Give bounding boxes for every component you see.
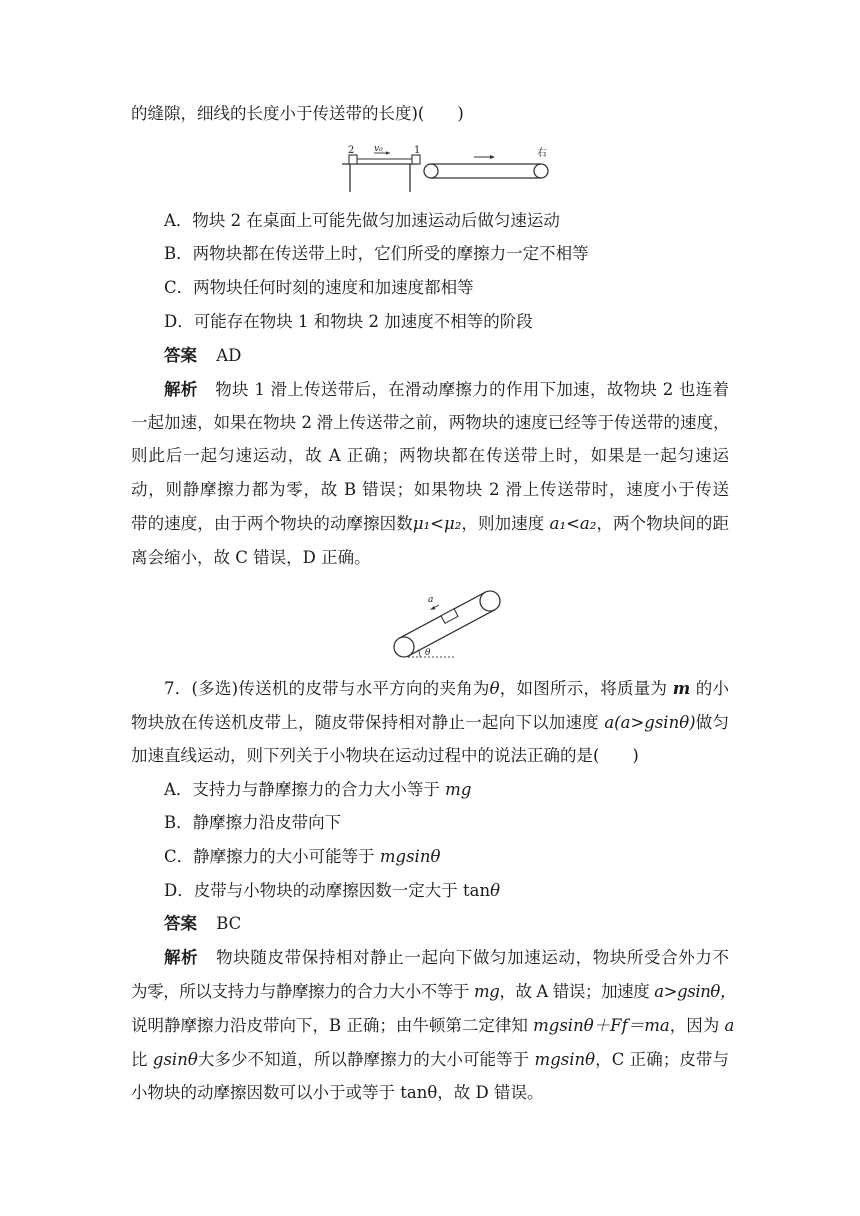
q7-analysis-line-5: 小物块的动摩擦因数可以小于或等于 tanθ，故 D 错误。 <box>131 1083 544 1102</box>
q6-analysis-label: 解析 <box>164 380 198 399</box>
mu-relation: μ₁<μ₂ <box>412 514 462 533</box>
q6-option-b: B．两物块都在传送带上时，它们所受的摩擦力一定不相等 <box>164 244 589 263</box>
q6-answer-label: 答案 <box>164 346 197 365</box>
q6-analysis-line-4: 动，则静摩擦力都为零，故 B 错误；如果物块 2 滑上传送带时，速度小于传送 <box>131 480 729 499</box>
q6-analysis-line-5: 带的速度，由于两个物块的动摩擦因数μ₁<μ₂，则加速度 a₁<a₂，两个物块间的距 <box>131 514 729 533</box>
q6-analysis-line-6: 离会缩小，故 C 错误，D 正确。 <box>131 548 371 567</box>
q7-analysis-line-2: 为零，所以支持力与静摩擦力的合力大小不等于 mg，故 A 错误；加速度 a>gsinθ， <box>131 982 737 1001</box>
q7-stem-line-1: 7．(多选)传送机的皮带与水平方向的夹角为θ，如图所示，将质量为 m 的小 <box>164 679 729 698</box>
question-stem-tail: 的缝隙，细线的长度小于传送带的长度)( ) <box>131 104 464 123</box>
a-relation: a₁<a₂ <box>549 514 597 533</box>
inclined-conveyor-figure <box>390 585 510 665</box>
q7-answer-value: BC <box>216 914 242 933</box>
q7-analysis-line-1: 解析 物块随皮带保持相对静止一起向下做匀加速运动，物块所受合外力不 <box>164 948 730 967</box>
q7-answer <box>164 913 762 935</box>
q7-analysis-label: 解析 <box>164 948 199 967</box>
q7-stem-line-3: 加速直线运动，则下列关于小物块在运动过程中的说法正确的是( ) <box>131 746 639 765</box>
label-v0: v₀ <box>374 144 383 154</box>
q7-analysis-line-4: 比 gsinθ大多少不知道，所以静摩擦力的大小可能等于 mgsinθ，C 正确；皮带与 <box>131 1050 729 1069</box>
q7-option-d: D．皮带与小物块的动摩擦因数一定大于 tanθ <box>164 881 501 900</box>
q6-option-c: C．两物块任何时刻的速度和加速度都相等 <box>164 278 474 297</box>
label-theta: θ <box>425 648 431 658</box>
q6-analysis-line-1: 解析 物块 1 滑上传送带后，在滑动摩擦力的作用下加速，故物块 2 也连着 <box>164 380 729 399</box>
q6-answer <box>164 345 762 367</box>
q6-option-d: D．可能存在物块 1 和物块 2 加速度不相等的阶段 <box>164 312 533 331</box>
q7-stem-line-2: 物块放在传送机皮带上，随皮带保持相对静止一起向下以加速度 a(a>gsinθ)做匀 <box>131 713 729 732</box>
label-a: a <box>428 595 434 605</box>
q7-analysis-line-3: 说明静摩擦力沿皮带向下，B 正确；由牛顿第二定律知 mgsinθ＋Ff＝ma，因为 a <box>131 1016 735 1035</box>
acceleration-condition: a(a>gsinθ) <box>604 713 696 732</box>
label-block-1: 1 <box>414 145 421 156</box>
q7-option-a: A．支持力与静摩擦力的合力大小等于 mg <box>164 780 472 799</box>
label-right: 右 <box>537 148 547 159</box>
q7-option-b: B．静摩擦力沿皮带向下 <box>164 813 342 832</box>
q6-option-a: A．物块 2 在桌面上可能先做匀加速运动后做匀速运动 <box>164 211 560 230</box>
newton-equation: mgsinθ＋Ff＝ma <box>533 1016 670 1035</box>
q7-answer-label: 答案 <box>164 914 197 933</box>
q6-answer-value: AD <box>216 346 242 365</box>
conveyor-figure-1 <box>340 142 555 194</box>
q6-analysis-line-2: 一起加速，如果在物块 2 滑上传送带之前，两物块的速度已经等于传送带的速度， <box>131 413 729 432</box>
q7-option-c: C．静摩擦力的大小可能等于 mgsinθ <box>164 847 441 866</box>
q6-analysis-line-3: 则此后一起匀速运动，故 A 正确；两物块都在传送带上时，如果是一起匀速运 <box>131 446 729 465</box>
label-block-2: 2 <box>348 145 355 156</box>
